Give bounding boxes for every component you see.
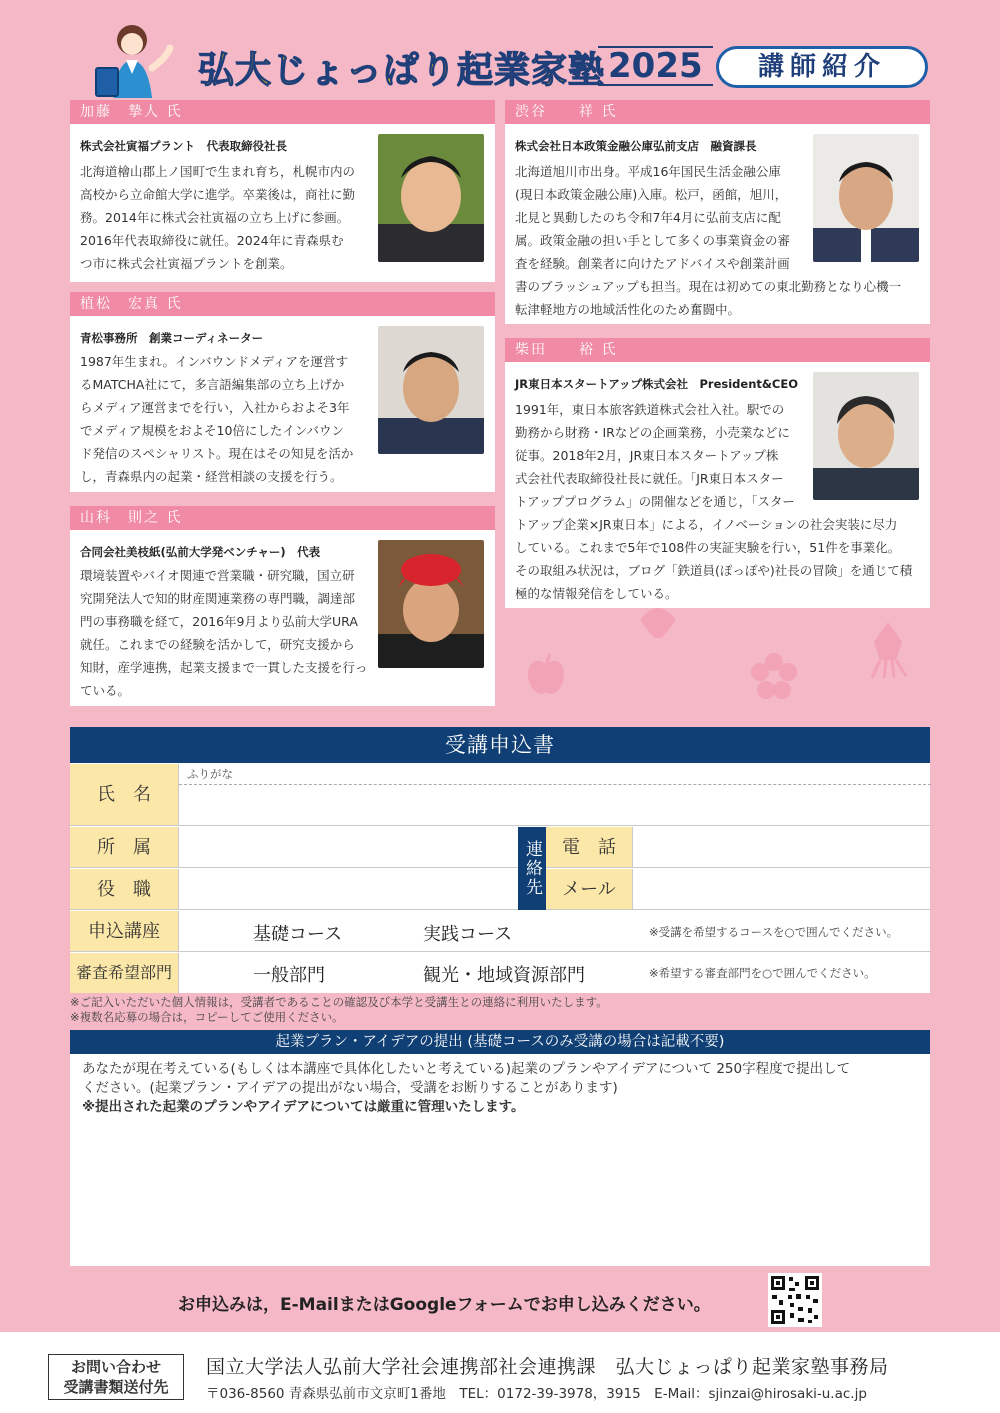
course-option-practical[interactable]: 実践コース — [423, 924, 513, 945]
lecturer-card-kato — [70, 100, 495, 282]
squid-icon — [866, 620, 912, 680]
phone-label: 電 話 — [546, 827, 632, 868]
office-address: 〒036-8560 青森県弘前市文京町1番地 TEL：0172-39-3978，3915 E-Mail：sjinzai@hirosaki-u.ac.jp — [206, 1386, 867, 1402]
plan-title: 起業プラン・アイデアの提出 (基礎コースのみ受講の場合は記載不要) — [70, 1030, 930, 1054]
apply-instruction: お申込みは，E-MailまたはGoogleフォームでお申し込みください。 — [178, 1295, 711, 1315]
lecturer-name: 渋谷 祥 氏 — [505, 100, 930, 124]
lecturer-card-shibuya — [505, 100, 930, 324]
lecturer-card-yamashina — [70, 506, 495, 706]
course-field — [178, 911, 930, 952]
form-notes: ※ご記入いただいた個人情報は，受講者であることの確認及び本学と受講生との連絡に利用いたします。 ※複数名応募の場合は，コピーしてご使用ください。 — [70, 995, 608, 1024]
lecturer-name: 山科 則之 氏 — [70, 506, 495, 530]
form-title: 受講申込書 — [70, 727, 930, 763]
cherry-blossom-icon — [750, 652, 798, 700]
division-label: 審査希望部門 — [70, 953, 178, 993]
course-label: 申込講座 — [70, 911, 178, 952]
division-option-general[interactable]: 一般部門 — [253, 965, 325, 986]
scallop-icon — [636, 602, 680, 642]
division-field — [178, 953, 930, 993]
plan-instructions: あなたが現在考えている(もしくは本講座で具体化したいと考えている)起業のプランやアイデアについて 250字程度で提出して ください。(起業プラン・アイデアの提出がない場合，受講をお断りすることがあります) ※提出された起業のプランやアイデアについては厳重に管理いたします。 — [82, 1061, 851, 1115]
footer — [0, 1332, 1000, 1413]
lecturer-photo — [378, 540, 484, 668]
lecturer-bio: 北海道檜山郡上ノ国町で生まれ育ち，札幌市内の 高校から立命館大学に進学。卒業後は，商社に勤 務。2014年に株式会社寅福の立ち上げに参画。 2016年代表取締役に就任。2024年に青森県む つ市に株式会社寅福プラントを創業。 — [80, 164, 356, 271]
name-field[interactable] — [178, 764, 930, 826]
affiliation-label: 所 属 — [70, 827, 178, 868]
lecturer-name: 柴田 裕 氏 — [505, 338, 930, 362]
lecturer-card-uematsu — [70, 292, 495, 492]
email-field[interactable] — [632, 869, 930, 910]
lecturer-org: 株式会社寅福プラント 代表取締役社長 — [80, 139, 287, 153]
course-note: ※受講を希望するコースを○で囲んでください。 — [649, 925, 899, 939]
position-label: 役 職 — [70, 869, 178, 910]
lecturer-photo — [378, 134, 484, 262]
furigana-divider — [179, 784, 931, 785]
plan-submission-box[interactable] — [70, 1030, 930, 1266]
lecturer-name: 植松 宏真 氏 — [70, 292, 495, 316]
name-label: 氏 名 — [70, 764, 178, 826]
position-field[interactable] — [178, 869, 518, 910]
qr-code-icon[interactable] — [768, 1273, 822, 1327]
apple-icon — [524, 650, 568, 698]
lecturer-photo — [813, 372, 919, 500]
lecturer-bio: 北海道旭川市出身。平成16年国民生活金融公庫 (現日本政策金融公庫)入庫。松戸，函館，旭川， 北見と異動したのち令和7年4月に弘前支店に配 属。政策金融の担い手として多くの事業資金の審 査を経験。創業者に向けたアドバイスや創業計画 書のブラッシュアップも担当。現在は初めての東北勤務となり心機一 転津軽地方の地域活性化のため奮闘中。 — [515, 164, 902, 317]
division-note: ※希望する審査部門を○で囲んでください。 — [649, 966, 876, 980]
lecturer-intro-badge: 講師紹介 — [716, 46, 928, 88]
lecturer-bio: 1991年，東日本旅客鉄道株式会社入社。駅での 勤務から財務・IRなどの企画業務，小売業などに 従事。2018年2月，JR東日本スタートアップ株 式会社代表取締役社長に就任。「JR東日本スター トアッププログラム」の開催などを通じ，「スター トアップ企業×JR東日本」による，イノベーションの社会実装に尽力 している。これまで5年で108件の実証実験を行い，51件を事業化。 その取組み状況は，ブログ「鉄道員(ぽっぽや)社長の冒険」を通じて積 極的な情報発信をしている。 — [515, 402, 913, 601]
email-label: メール — [546, 869, 632, 910]
lecturer-photo — [378, 326, 484, 454]
program-title: 弘大じょっぱり起業家塾 — [198, 50, 606, 91]
presenter-illustration-icon — [92, 18, 184, 98]
lecturer-bio: 1987年生まれ。インバウンドメディアを運営す るMATCHA社にて，多言語編集部の立ち上げか らメディア運営までを行い，入社からおよそ3年 でメディア規模をおよそ10倍にしたインバウン ド発信のスペシャリスト。現在はその知見を活か し，青森県内の起業・経営相談の支援を行う。 — [80, 354, 354, 484]
lecturer-org: 青松事務所 創業コーディネーター — [80, 331, 264, 345]
course-option-basic[interactable]: 基礎コース — [253, 924, 343, 945]
lecturer-org: 合同会社美枝紙(弘前大学発ベンチャー) 代表 — [80, 545, 321, 559]
phone-field[interactable] — [632, 827, 930, 868]
contact-box: お問い合わせ 受講書類送付先 — [48, 1354, 184, 1400]
lecturer-name: 加藤 摯人 氏 — [70, 100, 495, 124]
lecturer-photo — [813, 134, 919, 262]
application-form — [70, 727, 930, 993]
lecturer-card-shibata — [505, 338, 930, 608]
furigana-label: ふりがな — [187, 767, 233, 781]
lecturer-org: 株式会社日本政策金融公庫弘前支店 融資課長 — [515, 139, 757, 153]
header — [0, 0, 1000, 100]
lecturer-org: JR東日本スタートアップ株式会社 President&CEO — [515, 377, 798, 391]
contact-label: 連絡先 — [518, 827, 546, 910]
program-year: 2025 — [598, 46, 713, 86]
lecturer-bio: 環境装置やバイオ関連で営業職・研究職，国立研 究開発法人で知的財産関連業務の専門職，調達部 門の事務職を経て，2016年9月より弘前大学URA 就任。これまでの経験を活かして，研究支援から 知財，産学連携，起業支援まで一貫した支援を行っ ている。 — [80, 568, 368, 698]
division-option-tourism[interactable]: 観光・地域資源部門 — [423, 965, 585, 986]
office-name: 国立大学法人弘前大学社会連携部社会連携課 弘大じょっぱり起業家塾事務局 — [206, 1356, 889, 1378]
affiliation-field[interactable] — [178, 827, 518, 868]
